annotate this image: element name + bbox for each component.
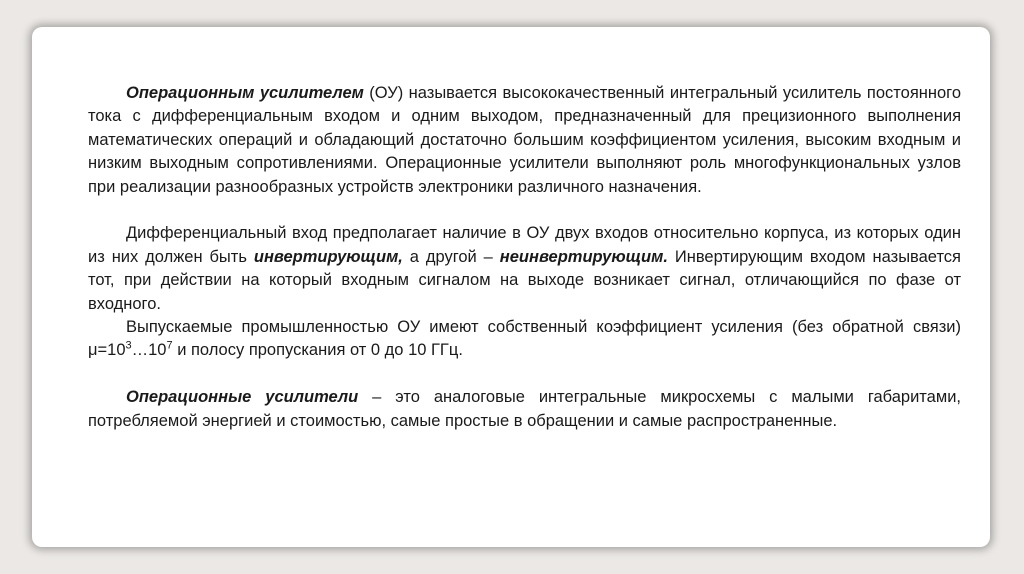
paragraph-op-amp-definition — [88, 82, 961, 199]
exponent: 3 — [125, 339, 132, 352]
term-op-amps: Операционные усилители — [126, 388, 359, 407]
paragraph-differential-input — [88, 222, 961, 316]
paragraph-text: Выпускаемые промышленностью ОУ имеют собственный коэффициент усиления (без обратной связи) μ=10 — [88, 318, 961, 360]
paragraph-text: и полосу пропускания от 0 до 10 ГГц. — [172, 341, 463, 360]
paragraph-text: – это аналоговые интегральные микросхемы с малыми габаритами, потребляемой энергией и стоимостью, самые простые в обращении и самые распространенные. — [88, 388, 961, 430]
paragraph-gap — [88, 363, 961, 386]
paragraph-gap — [88, 199, 961, 222]
term-non-inverting: неинвертирующим. — [499, 247, 668, 266]
slide-text — [88, 82, 961, 433]
term-op-amp: Операционным усилителем — [126, 84, 364, 102]
paragraph-text: Инвертирующим входом называется тот, при действии на который входным сигналом на выходе возникает сигнал, отличающийся по фазе от входного. — [88, 247, 961, 313]
paragraph-op-amp-summary — [88, 386, 961, 433]
term-inverting: инвертирующим, — [253, 247, 403, 266]
paragraph-gain-bandwidth — [88, 316, 961, 363]
paragraph-text: (ОУ) называется высококачественный интегральный усилитель постоянного тока с дифференциальным входом и одним выходом, предназначенный для прецизионного выполнения математических операций и обладающий достаточно большим коэффициентом усиления, высоким входным и низким выходным сопротивлениями. Операционные усилители выполняют роль многофункциональных узлов при реализации разнообразных устройств электроники различного назначения. — [88, 84, 962, 196]
paragraph-text: а другой – — [402, 247, 500, 266]
exponent: 7 — [166, 339, 173, 352]
paragraph-text: …10 — [131, 341, 167, 360]
paragraph-text: Дифференциальный вход предполагает наличие в ОУ двух входов относительно корпуса, из которых один из них должен быть — [88, 224, 961, 266]
